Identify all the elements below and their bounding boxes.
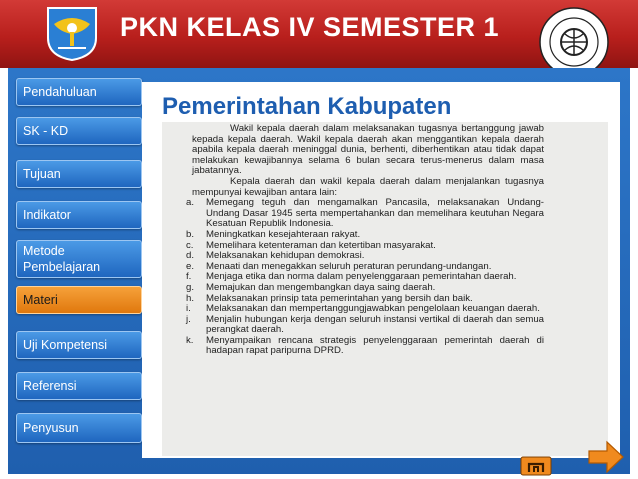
header-bar: [0, 0, 638, 68]
sidebar-item-label: Referensi: [23, 379, 77, 393]
paragraph-1: Wakil kepala daerah dalam melaksanakan tugasnya bertanggung jawab kepada kepala daerah. Wakil kepala daerah akan menggantikan kepala daerah apabila kepala daerah meninggal dunia, berhenti, diberhentikan atau tidak dapat melakukan kewajibannya selama 6 bulan secara terus-menerus dalam masa jabatannya.: [192, 123, 544, 177]
sidebar-item-sk-kd[interactable]: [16, 117, 142, 145]
page-title: PKN KELAS IV SEMESTER 1: [120, 12, 500, 42]
sidebar-item-pendahuluan[interactable]: [16, 78, 142, 106]
paragraph-2: Kepala daerah dan wakil kepala daerah dalam menjalankan tugasnya mempunyai kewajiban antara lain:: [192, 175, 544, 198]
sidebar-item-label: Metode Pembelajaran: [23, 244, 101, 274]
list-item: c. Memelihara ketenteraman dan ketertiban masyarakat.: [186, 239, 436, 251]
sidebar-item-label: Penyusun: [23, 421, 79, 435]
sidebar-item-label: Pendahuluan: [23, 85, 97, 99]
sidebar-item-label: SK - KD: [23, 124, 69, 138]
sidebar-item-materi[interactable]: [16, 286, 142, 314]
sidebar-item-label: Indikator: [23, 208, 71, 222]
list-item: a. Memegang teguh dan mengamalkan Pancasila, melaksanakan Undang-Undang Dasar 1945 serta mempertahankan dan memelihara keutuhan Negara Kesatuan Republik Indonesia.: [186, 197, 544, 230]
sidebar-item-tujuan[interactable]: [16, 160, 142, 188]
sidebar-item-referensi[interactable]: [16, 372, 142, 400]
list-item: h. Melaksanakan prinsip tata pemerintahan yang bersih dan baik.: [186, 292, 473, 304]
list-item: i. Melaksanakan dan mempertanggungjawabkan pengelolaan keuangan daerah.: [186, 303, 540, 315]
sidebar-item-metode-pembelajaran[interactable]: [16, 240, 142, 278]
sidebar-item-label: Tujuan: [23, 167, 61, 181]
sidebar-item-label: Uji Kompetensi: [23, 338, 108, 352]
sidebar-item-penyusun[interactable]: [16, 413, 142, 443]
content-title: Pemerintahan Kabupaten: [162, 93, 452, 120]
list-item: b. Meningkatkan kesejahteraan rakyat.: [186, 228, 361, 240]
list-item: g. Memajukan dan mengembangkan daya saing daerah.: [186, 281, 436, 293]
sidebar-item-indikator[interactable]: [16, 201, 142, 229]
home-icon[interactable]: [520, 456, 552, 476]
obligation-list: [186, 197, 544, 357]
sidebar-item-label: Materi: [23, 293, 58, 307]
list-item: j. Menjalin hubungan kerja dengan seluruh instansi vertikal di daerah dan semua perangkat daerah.: [186, 313, 544, 336]
list-item: d. Melaksanakan kehidupan demokrasi.: [186, 250, 365, 262]
document-text: [186, 123, 544, 357]
next-arrow-icon[interactable]: [587, 440, 625, 474]
list-item: e. Menaati dan menegakkan seluruh peraturan perundang-undangan.: [186, 260, 492, 272]
sidebar-item-uji-kompetensi[interactable]: [16, 331, 142, 359]
list-item: f. Menjaga etika dan norma dalam penyelenggaraan pemerintahan daerah.: [186, 271, 517, 283]
list-item: k. Menyampaikan rencana strategis penyelenggaraan pemerintah daerah di hadapan rapat paripurna DPRD.: [186, 334, 544, 357]
tut-wuri-handayani-logo: [44, 4, 100, 62]
